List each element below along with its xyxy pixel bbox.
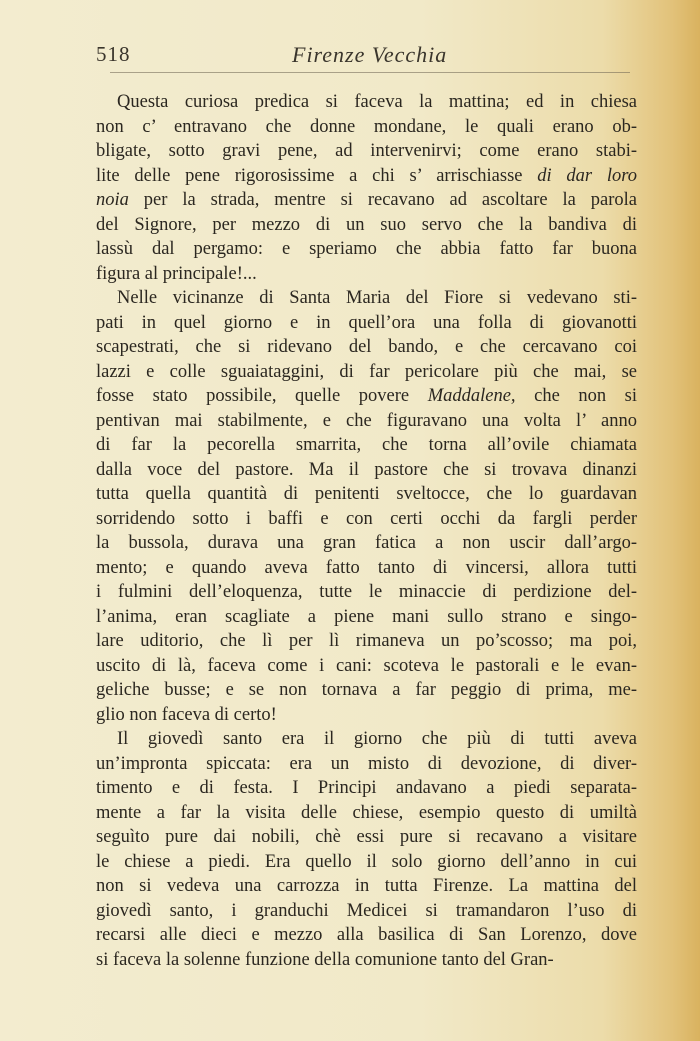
text-segment: sorridendo sotto i baffi e con certi occhi da fargli perder [96,508,637,529]
text-line [96,703,637,728]
text-line [96,360,637,385]
text-segment: i fulmini dell’eloquenza, tutte le minaccie di perdizione del- [96,582,637,602]
text-line [96,556,637,581]
text-segment: del Signore, per mezzo di un suo servo che la bandiva di [96,214,637,235]
text-segment: giovedì santo, i granduchi Medicei si tramandaron l’uso di [96,900,637,921]
text-segment: uscito di là, faceva come i cani: scoteva le pastorali e le evan- [96,655,637,676]
text-segment: lassù dal pergamo: e speriamo che abbia fatto far buona [96,239,637,259]
running-title: Firenze Vecchia [292,42,448,67]
text-line [96,507,637,532]
text-segment: di far la pecorella smarrita, che torna all’ovile chiamata [96,435,637,455]
text-line [96,213,637,238]
text-line [96,923,637,948]
italic-text: noia [96,190,129,210]
text-segment: dalla voce del pastore. Ma il pastore che si trovava dinanzi [96,459,637,480]
italic-text: Maddalene, [427,386,516,406]
text-segment: che non si [515,386,637,406]
running-head [96,42,636,72]
italic-text: di dar loro [537,165,637,186]
text-segment: non c’ entravano che donne mondane, le quali erano ob- [96,116,637,137]
text-line [96,286,637,311]
text-segment: bligate, sotto gravi pene, ad intervenirvi; come erano stabi- [96,141,637,161]
text-segment: recarsi alle dieci e mezzo alla basilica di San Lorenzo, dove [96,925,637,945]
text-segment: tutta quella quantità di penitenti sveltocce, che lo guardavan [96,484,637,504]
text-line [96,482,637,507]
text-segment: pentivan mai stabilmente, e che figuravano una volta l’ anno [96,410,637,431]
text-segment: l’anima, eran scagliate a piene mani sullo strano e singo- [96,606,637,627]
text-segment: fosse stato possibile, quelle povere [96,386,428,406]
text-line [96,458,637,483]
text-line [96,801,637,826]
paragraph [96,727,637,972]
text-line [96,188,637,213]
text-line [96,948,637,973]
text-segment: non si vedeva una carrozza in tutta Firenze. La mattina del [96,876,637,896]
paragraph [96,286,637,727]
text-line [96,433,637,458]
text-line [96,311,637,336]
text-line [96,825,637,850]
paragraph [96,90,637,286]
text-segment: lite delle pene rigorosissime a chi s’ arrischiasse [96,165,538,186]
text-segment: Questa curiosa predica si faceva la mattina; ed in chiesa [117,92,637,112]
text-segment: Nelle vicinanze di Santa Maria del Fiore si vedevano sti- [117,288,637,308]
text-segment: Il giovedì santo era il giorno che più di tutti aveva [117,729,637,749]
text-line [96,90,637,115]
page-number: 518 [96,42,131,66]
text-line [96,629,637,654]
text-line [96,605,637,630]
text-segment: per la strada, mentre si recavano ad ascoltare la parola [128,190,637,210]
text-line [96,654,637,679]
text-segment: figura al principale!... [96,263,257,284]
text-segment: seguìto pure dai nobili, chè essi pure si recavano a visitare [96,827,637,847]
text-segment: scapestrati, che si ridevano del bando, e che cercavano coi [96,337,637,357]
text-line [96,335,637,360]
text-line [96,727,637,752]
text-line [96,115,637,140]
text-line [96,531,637,556]
text-line [96,899,637,924]
text-line [96,874,637,899]
text-segment: glio non faceva di certo! [96,704,277,725]
text-segment: pati in quel giorno e in quell’ora una folla di giovanotti [96,312,637,333]
text-line [96,752,637,777]
text-segment: si faceva la solenne funzione della comunione tanto del Gran- [96,949,554,970]
text-line [96,678,637,703]
text-line [96,409,637,434]
text-segment: lare uditorio, che lì per lì rimaneva un po’scosso; ma poi, [96,631,637,651]
text-segment: lazzi e colle sguaiataggini, di far pericolare più che mai, se [96,361,637,382]
text-line [96,384,637,409]
text-line [96,580,637,605]
text-line [96,139,637,164]
text-line [96,164,637,189]
text-segment: timento e di festa. I Principi andavano a piedi separata- [96,778,637,798]
text-segment: la bussola, durava una gran fatica a non uscir dall’argo- [96,533,637,553]
text-line [96,262,637,287]
header-rule [110,72,630,73]
text-line [96,850,637,875]
text-segment: geliche busse; e se non tornava a far peggio di prima, me- [96,680,637,700]
text-segment: un’impronta spiccata: era un misto di devozione, di diver- [96,753,637,774]
text-segment: mente a far la visita delle chiese, esempio questo di umiltà [96,802,637,823]
text-segment: mento; e quando aveva fatto tanto di vincersi, allora tutti [96,557,637,578]
body-text [96,90,637,972]
text-segment: le chiese a piedi. Era quello il solo giorno dell’anno in cui [96,851,637,872]
text-line [96,237,637,262]
text-line [96,776,637,801]
